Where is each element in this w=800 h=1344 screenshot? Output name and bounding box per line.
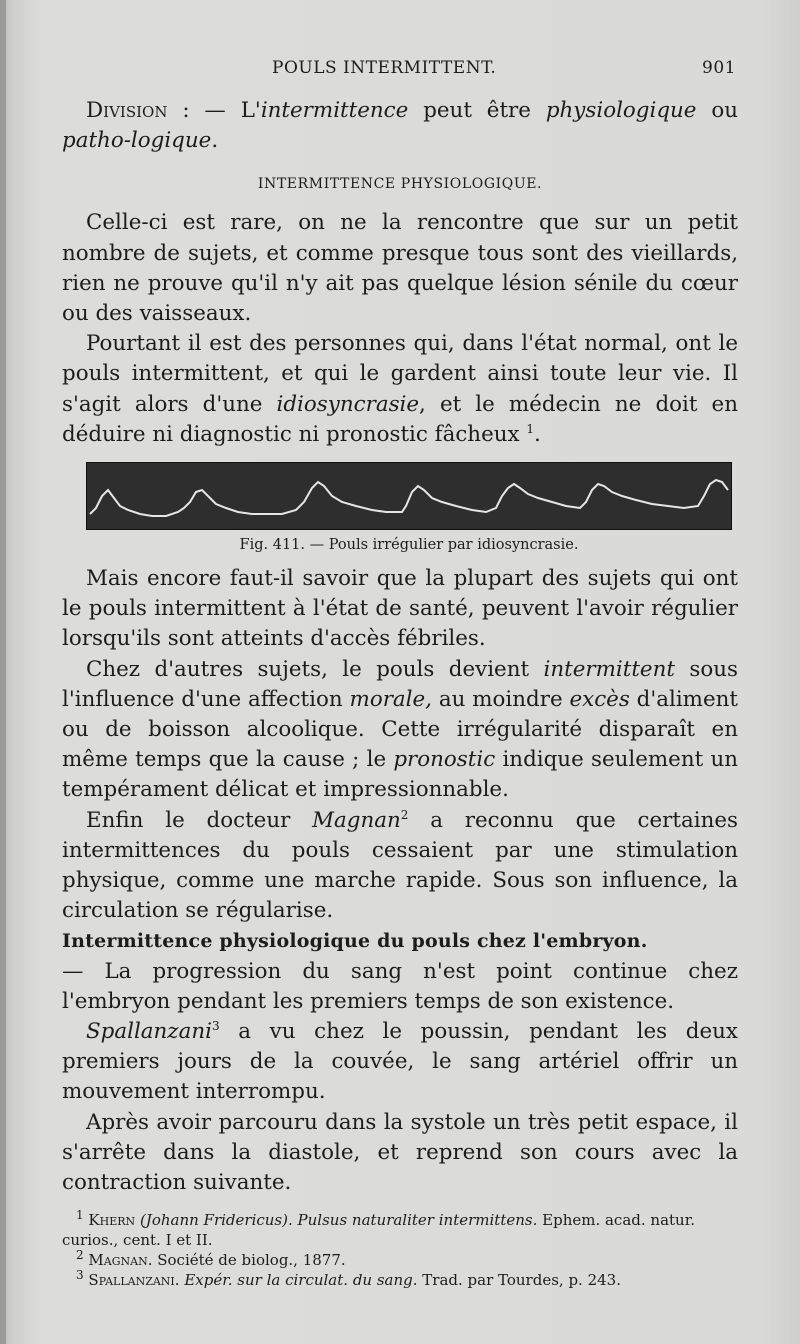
division-paragraph: Division : — L'intermittence peut être physiologique ou patho-logique.	[62, 98, 739, 154]
term-intermittent: intermittent	[543, 656, 675, 682]
paragraph-autres-sujets: Chez d'autres sujets, le pouls devient intermittent sous l'influence d'une affection morale, au moindre excès d'aliment ou de boisson alcoolique. Cette irrégularité disparaît en même temps que la cause ; le pronostic indique seulement un tempérament délicat et impressionnable.	[62, 656, 739, 803]
page-number: 901	[702, 58, 736, 78]
term-physiologique: physiologique	[545, 98, 697, 123]
footnote-ref-3: 3	[211, 1018, 220, 1033]
paragraph-spallanzani: Spallanzani$^3$ a vu chez le poussin, pendant les deux premiers jours de la couvée, le sang artériel offrir un mouvement interrompu.	[62, 1018, 738, 1105]
paragraph-idiosyncrasie: Pourtant il est des personnes qui, dans l'état normal, ont le pouls intermittent, et qui le gardent ainsi toute leur vie. Il s'agit alors d'une idiosyncrasie, et le médecin ne doit en déduire ni diagnostic ni pronostic fâcheux $^1$.	[62, 331, 738, 447]
paragraph-embryon: Intermittence physiologique du pouls chez l'embryon. — La progression du sang n'est point continue chez l'embryon pendant les premiers temps de son existence.	[62, 930, 738, 1014]
term-pronostic: pronostic	[393, 747, 496, 773]
section-subheading: INTERMITTENCE PHYSIOLOGIQUE.	[257, 176, 543, 193]
footnote-1: $^1$ Khern (Johann Fridericus). Pulsus naturaliter intermittens. Ephem. acad. natur. curios., cent. I et II.	[62, 1208, 695, 1249]
term-pathologique: patho-logique	[62, 128, 212, 154]
figure-caption: Fig. 411. — Pouls irrégulier par idiosyncrasie.	[239, 537, 579, 554]
term-morale: morale,	[349, 686, 432, 712]
paragraph-systole: Après avoir parcouru dans la systole un très petit espace, il s'arrête dans la diastole, et reprend son cours avec la contraction suivante.	[62, 1109, 738, 1196]
term-exces: excès	[569, 686, 630, 712]
footnotes	[62, 1210, 738, 1290]
term-intermittence: intermittence	[260, 98, 409, 123]
paragraph-magnan: Enfin le docteur Magnan$^2$ a reconnu que certaines intermittences du pouls cessaient par une stimulation physique, comme une marche rapide. Sous son influence, la circulation se régularise.	[62, 807, 738, 924]
figure-411	[86, 462, 732, 556]
running-header	[62, 58, 738, 86]
footnote-3: $^3$ Spallanzani. Expér. sur la circulat. du sang. Trad. par Tourdes, p. 243.	[76, 1268, 621, 1289]
author-magnan: Magnan	[312, 807, 401, 833]
footnote-ref-1: 1	[526, 421, 535, 436]
embryo-heading: Intermittence physiologique du pouls chez l'embryon.	[62, 930, 648, 953]
footnote-ref-2: 2	[400, 807, 409, 822]
running-title: POULS INTERMITTENT.	[272, 58, 497, 78]
footnote-2: $^2$ Magnan. Société de biolog., 1877.	[76, 1248, 346, 1269]
pulse-trace-image	[86, 462, 732, 530]
term-idiosyncrasie: idiosyncrasie	[276, 391, 420, 417]
division-label: Division	[86, 98, 168, 123]
paragraph-rare: Celle-ci est rare, on ne la rencontre que sur un petit nombre de sujets, et comme presque tous sont des vieillards, rien ne prouve qu'il n'y ait pas quelque lésion sénile du cœur ou des vaisseaux.	[62, 210, 738, 327]
paragraph-fievre: Mais encore faut-il savoir que la plupart des sujets qui ont le pouls intermittent à l'état de santé, peuvent l'avoir régulier lorsqu'ils sont atteints d'accès fébriles.	[62, 566, 738, 652]
body-text	[62, 96, 738, 1198]
author-spallanzani: Spallanzani	[86, 1019, 212, 1045]
page-spine-shadow	[0, 0, 6, 1344]
